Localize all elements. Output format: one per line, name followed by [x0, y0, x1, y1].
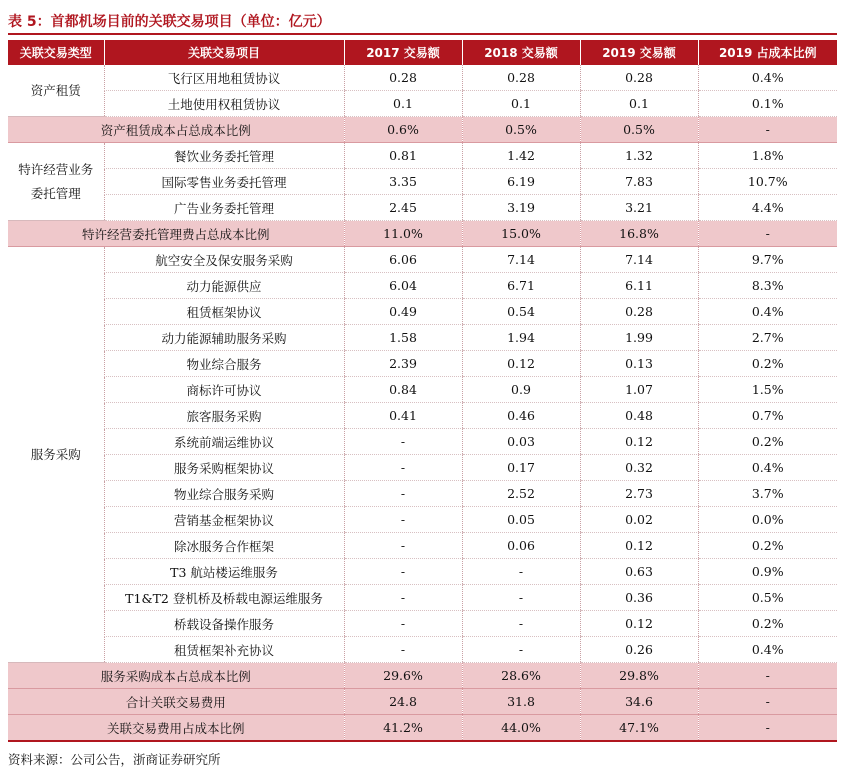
value-2019-cell: 0.26	[580, 637, 698, 663]
value-2019-cell: 0.28	[580, 299, 698, 325]
value-2018-cell: 31.8	[462, 689, 580, 715]
table-row	[8, 429, 837, 455]
value-2019-cell: 1.32	[580, 143, 698, 169]
table-row	[8, 455, 837, 481]
item-cell: 物业综合服务	[104, 351, 344, 377]
table-row	[8, 273, 837, 299]
header-2018: 2018 交易额	[462, 40, 580, 65]
table-row	[8, 299, 837, 325]
value-2019-cell: 0.48	[580, 403, 698, 429]
item-cell: T1&T2 登机桥及桥载电源运维服务	[104, 585, 344, 611]
value-2019-cell: 0.5%	[580, 117, 698, 143]
summary-label-cell: 资产租赁成本占总成本比例	[8, 117, 344, 143]
header-row	[8, 40, 837, 65]
value-2017-cell: 2.45	[344, 195, 462, 221]
ratio-2019-cell: 0.4%	[698, 455, 837, 481]
value-2018-cell: 1.42	[462, 143, 580, 169]
ratio-2019-cell: 3.7%	[698, 481, 837, 507]
table-row	[8, 65, 837, 91]
value-2018-cell: 15.0%	[462, 221, 580, 247]
value-2017-cell: 0.84	[344, 377, 462, 403]
ratio-2019-cell: 0.2%	[698, 429, 837, 455]
ratio-2019-cell: 1.5%	[698, 377, 837, 403]
header-type: 关联交易类型	[8, 40, 104, 65]
table-row	[8, 559, 837, 585]
value-2019-cell: 0.1	[580, 91, 698, 117]
value-2019-cell: 1.99	[580, 325, 698, 351]
value-2018-cell: 1.94	[462, 325, 580, 351]
ratio-2019-cell: -	[698, 117, 837, 143]
table-row	[8, 169, 837, 195]
value-2019-cell: 0.02	[580, 507, 698, 533]
item-cell: 物业综合服务采购	[104, 481, 344, 507]
table-row	[8, 325, 837, 351]
value-2019-cell: 7.14	[580, 247, 698, 273]
value-2019-cell: 0.13	[580, 351, 698, 377]
ratio-2019-cell: 0.9%	[698, 559, 837, 585]
item-cell: 餐饮业务委托管理	[104, 143, 344, 169]
item-cell: 商标许可协议	[104, 377, 344, 403]
value-2019-cell: 7.83	[580, 169, 698, 195]
value-2019-cell: 47.1%	[580, 715, 698, 742]
value-2019-cell: 0.36	[580, 585, 698, 611]
value-2018-cell: 6.71	[462, 273, 580, 299]
item-cell: 旅客服务采购	[104, 403, 344, 429]
value-2017-cell: -	[344, 507, 462, 533]
value-2017-cell: 0.81	[344, 143, 462, 169]
value-2017-cell: 6.06	[344, 247, 462, 273]
value-2017-cell: -	[344, 455, 462, 481]
value-2019-cell: 3.21	[580, 195, 698, 221]
item-cell: 租赁框架协议	[104, 299, 344, 325]
table-row	[8, 533, 837, 559]
related-transactions-table	[8, 40, 837, 742]
value-2017-cell: 0.49	[344, 299, 462, 325]
table-row	[8, 481, 837, 507]
ratio-2019-cell: 0.4%	[698, 299, 837, 325]
table-row	[8, 507, 837, 533]
summary-label-cell: 特许经营委托管理费占总成本比例	[8, 221, 344, 247]
ratio-2019-cell: 4.4%	[698, 195, 837, 221]
value-2019-cell: 1.07	[580, 377, 698, 403]
table-body	[8, 65, 837, 741]
value-2019-cell: 6.11	[580, 273, 698, 299]
ratio-2019-cell: -	[698, 689, 837, 715]
value-2019-cell: 0.28	[580, 65, 698, 91]
total-row	[8, 689, 837, 715]
ratio-2019-cell: 0.2%	[698, 533, 837, 559]
value-2017-cell: -	[344, 533, 462, 559]
value-2017-cell: 24.8	[344, 689, 462, 715]
table-row	[8, 403, 837, 429]
table-row	[8, 637, 837, 663]
value-2019-cell: 0.12	[580, 533, 698, 559]
summary-row	[8, 221, 837, 247]
table-row	[8, 585, 837, 611]
value-2018-cell: 44.0%	[462, 715, 580, 742]
value-2017-cell: 41.2%	[344, 715, 462, 742]
value-2018-cell: 0.05	[462, 507, 580, 533]
category-cell: 特许经营业务委托管理	[8, 143, 104, 221]
ratio-2019-cell: 0.7%	[698, 403, 837, 429]
value-2018-cell: 7.14	[462, 247, 580, 273]
value-2017-cell: -	[344, 481, 462, 507]
item-cell: 桥载设备操作服务	[104, 611, 344, 637]
value-2017-cell: -	[344, 585, 462, 611]
value-2018-cell: -	[462, 559, 580, 585]
item-cell: 国际零售业务委托管理	[104, 169, 344, 195]
value-2017-cell: 1.58	[344, 325, 462, 351]
ratio-2019-cell: 8.3%	[698, 273, 837, 299]
value-2018-cell: 0.12	[462, 351, 580, 377]
item-cell: 航空安全及保安服务采购	[104, 247, 344, 273]
item-cell: 营销基金框架协议	[104, 507, 344, 533]
table-title: 表 5：首都机场目前的关联交易项目（单位：亿元）	[8, 14, 331, 30]
item-cell: 土地使用权租赁协议	[104, 91, 344, 117]
ratio-2019-cell: 9.7%	[698, 247, 837, 273]
item-cell: 飞行区用地租赁协议	[104, 65, 344, 91]
value-2017-cell: -	[344, 429, 462, 455]
value-2018-cell: 0.5%	[462, 117, 580, 143]
value-2017-cell: 6.04	[344, 273, 462, 299]
value-2019-cell: 16.8%	[580, 221, 698, 247]
value-2017-cell: 0.6%	[344, 117, 462, 143]
ratio-2019-cell: 0.4%	[698, 65, 837, 91]
item-cell: 系统前端运维协议	[104, 429, 344, 455]
item-cell: 租赁框架补充协议	[104, 637, 344, 663]
ratio-2019-cell: -	[698, 221, 837, 247]
table-row	[8, 377, 837, 403]
value-2017-cell: -	[344, 559, 462, 585]
summary-row	[8, 117, 837, 143]
total-label-cell: 合计关联交易费用	[8, 689, 344, 715]
value-2017-cell: 0.28	[344, 65, 462, 91]
value-2018-cell: -	[462, 585, 580, 611]
value-2018-cell: 0.46	[462, 403, 580, 429]
value-2018-cell: 0.1	[462, 91, 580, 117]
value-2018-cell: 0.54	[462, 299, 580, 325]
value-2017-cell: -	[344, 637, 462, 663]
value-2018-cell: 0.17	[462, 455, 580, 481]
ratio-2019-cell: 0.4%	[698, 637, 837, 663]
value-2018-cell: 28.6%	[462, 663, 580, 689]
ratio-2019-cell: 2.7%	[698, 325, 837, 351]
ratio-2019-cell: 0.5%	[698, 585, 837, 611]
value-2017-cell: 0.1	[344, 91, 462, 117]
summary-label-cell: 服务采购成本占总成本比例	[8, 663, 344, 689]
header-2019: 2019 交易额	[580, 40, 698, 65]
ratio-2019-cell: 0.0%	[698, 507, 837, 533]
ratio-2019-cell: 10.7%	[698, 169, 837, 195]
value-2019-cell: 0.63	[580, 559, 698, 585]
ratio-2019-cell: 1.8%	[698, 143, 837, 169]
value-2019-cell: 0.32	[580, 455, 698, 481]
table-row	[8, 195, 837, 221]
value-2018-cell: 0.28	[462, 65, 580, 91]
value-2018-cell: 0.03	[462, 429, 580, 455]
table-row	[8, 351, 837, 377]
category-cell: 服务采购	[8, 247, 104, 663]
value-2017-cell: 2.39	[344, 351, 462, 377]
ratio-2019-cell: -	[698, 715, 837, 742]
ratio-2019-cell: -	[698, 663, 837, 689]
value-2019-cell: 29.8%	[580, 663, 698, 689]
summary-row	[8, 663, 837, 689]
title-rule	[8, 33, 837, 35]
value-2017-cell: 29.6%	[344, 663, 462, 689]
table-row	[8, 611, 837, 637]
value-2018-cell: 3.19	[462, 195, 580, 221]
item-cell: 动力能源供应	[104, 273, 344, 299]
value-2017-cell: 11.0%	[344, 221, 462, 247]
value-2017-cell: 3.35	[344, 169, 462, 195]
ratio-2019-cell: 0.2%	[698, 611, 837, 637]
table-row	[8, 247, 837, 273]
header-2017: 2017 交易额	[344, 40, 462, 65]
value-2017-cell: -	[344, 611, 462, 637]
item-cell: T3 航站楼运维服务	[104, 559, 344, 585]
value-2018-cell: 0.9	[462, 377, 580, 403]
value-2019-cell: 0.12	[580, 611, 698, 637]
ratio-2019-cell: 0.2%	[698, 351, 837, 377]
category-cell: 资产租赁	[8, 65, 104, 117]
header-2019-ratio: 2019 占成本比例	[698, 40, 837, 65]
table-row	[8, 91, 837, 117]
value-2019-cell: 0.12	[580, 429, 698, 455]
value-2019-cell: 2.73	[580, 481, 698, 507]
value-2018-cell: 0.06	[462, 533, 580, 559]
item-cell: 动力能源辅助服务采购	[104, 325, 344, 351]
value-2018-cell: 2.52	[462, 481, 580, 507]
value-2018-cell: 6.19	[462, 169, 580, 195]
source-note: 资料来源：公司公告，浙商证券研究所	[8, 752, 221, 767]
total-row	[8, 715, 837, 742]
value-2019-cell: 34.6	[580, 689, 698, 715]
total-label-cell: 关联交易费用占成本比例	[8, 715, 344, 742]
item-cell: 广告业务委托管理	[104, 195, 344, 221]
ratio-2019-cell: 0.1%	[698, 91, 837, 117]
header-item: 关联交易项目	[104, 40, 344, 65]
value-2018-cell: -	[462, 637, 580, 663]
table-row	[8, 143, 837, 169]
item-cell: 服务采购框架协议	[104, 455, 344, 481]
item-cell: 除冰服务合作框架	[104, 533, 344, 559]
value-2017-cell: 0.41	[344, 403, 462, 429]
value-2018-cell: -	[462, 611, 580, 637]
